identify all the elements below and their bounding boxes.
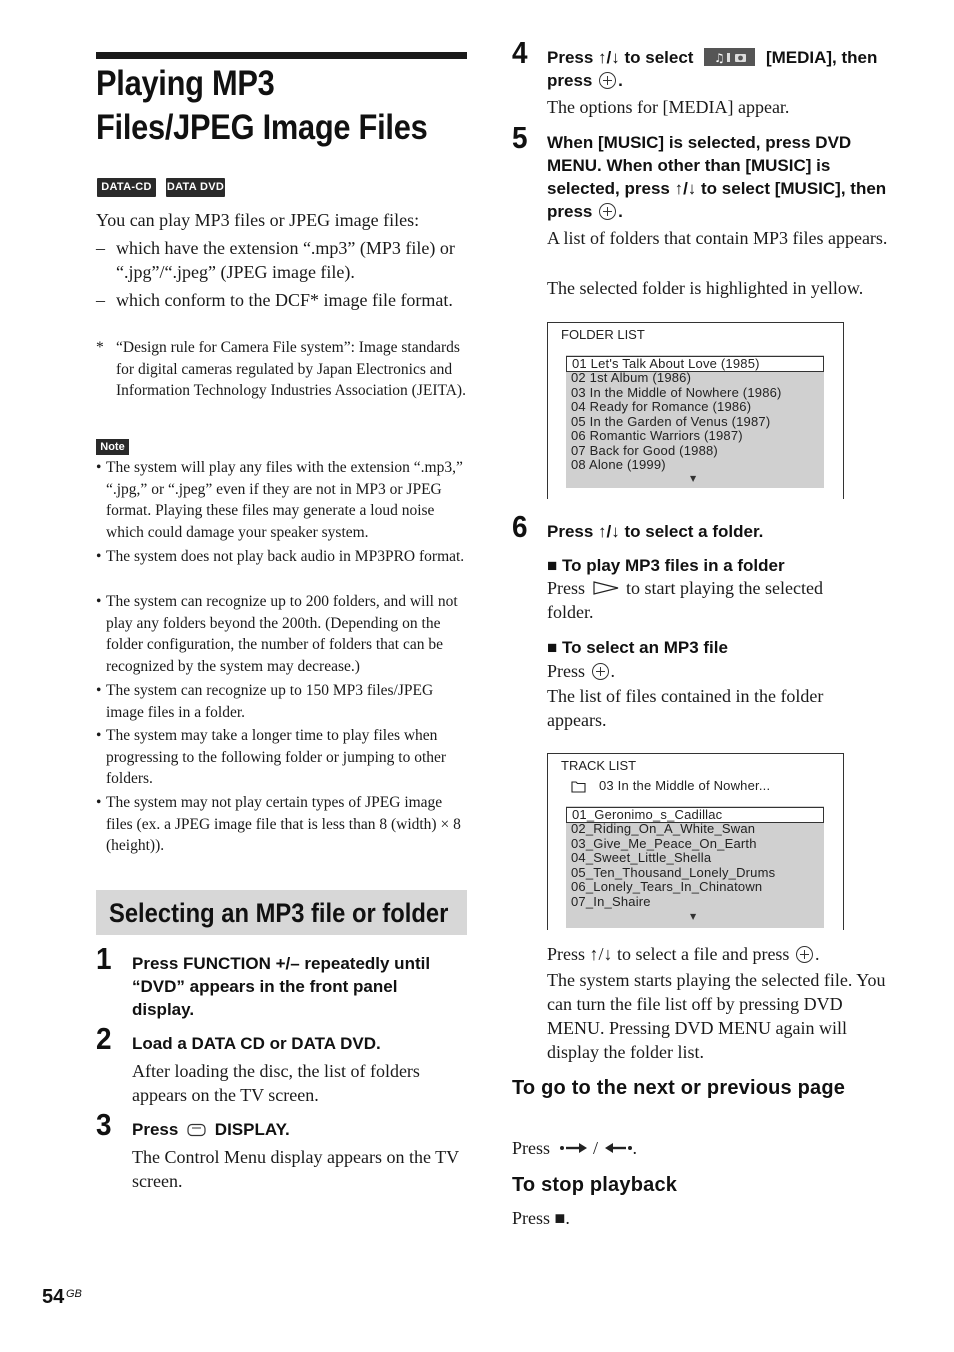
body-text: . [814, 944, 820, 964]
track-list-item[interactable]: 02_Riding_On_A_White_Swan [571, 821, 756, 836]
folder-list-item[interactable]: 03 In the Middle of Nowhere (1986) [571, 384, 782, 400]
folder-list-item[interactable]: 05 In the Garden of Venus (1987) [571, 413, 771, 429]
step-body: After loading the disc, the list of folders appears on the TV screen. [132, 1061, 420, 1105]
bullet: • [96, 727, 102, 744]
body-text: Press [547, 578, 586, 598]
track-list-item[interactable]: 05_Ten_Thousand_Lonely_Drums [571, 864, 776, 880]
track-list-item[interactable]: 03_Give_Me_Peace_On_Earth [571, 835, 757, 851]
next-page-body [512, 1136, 712, 1160]
bullet: • [96, 593, 102, 610]
folder-list-item[interactable]: 08 Alone (1999) [571, 457, 666, 472]
folder-list-screen [547, 322, 844, 499]
next-icon [559, 1142, 589, 1154]
page-number: 54 [42, 1286, 65, 1308]
previous-icon [603, 1142, 633, 1154]
subsection-heading: ■ To play MP3 files in a folder [547, 556, 785, 575]
page-suffix: GB [66, 1288, 82, 1300]
stop-body: Press ■. [512, 1208, 570, 1228]
enter-button-icon [599, 203, 616, 220]
track-list [566, 806, 824, 928]
step-heading-text: [MEDIA], [765, 48, 837, 67]
note-item-text: The system can recognize up to 150 MP3 files/JPEG image files in a folder. [106, 682, 434, 721]
enter-button-icon [796, 946, 813, 963]
step-heading-text: When [MUSIC] is selected, press DVD MENU. When other than [MUSIC] is selected, press ↑/↓ to select [MUSIC], [547, 133, 852, 198]
next-page-heading: To go to the next or previous page [512, 1077, 846, 1099]
track-list-item[interactable]: 07_In_Shaire [571, 893, 651, 909]
body-text: . [632, 1138, 638, 1158]
section-title: Selecting an MP3 file or folder [109, 898, 449, 928]
step-heading-text: then press [547, 179, 887, 221]
folder-list-title: FOLDER LIST [561, 327, 645, 342]
step-heading: Load a DATA CD or DATA DVD. [132, 1034, 381, 1053]
scroll-down-icon[interactable]: ▼ [690, 912, 697, 921]
dash-marker: – [96, 290, 105, 310]
body-text: . [610, 661, 616, 681]
track-list-item[interactable]: 04_Sweet_Little_Shella [571, 850, 712, 865]
folder-list-item[interactable]: 07 Back for Good (1988) [571, 442, 718, 458]
subsection-heading: ■ To select an MP3 file [547, 638, 728, 657]
step-number: 4 [512, 35, 528, 70]
svg-text:♫: ♫ [714, 51, 725, 65]
body-text: Press [547, 661, 586, 681]
body-text: Press ↑/↓ to select a file and press [547, 944, 790, 964]
step-number: 6 [512, 509, 528, 544]
intro-lead: You can play MP3 files or JPEG image files: [96, 210, 420, 230]
play-icon [593, 581, 619, 595]
step-heading-text: DISPLAY. [214, 1120, 290, 1139]
step-heading [547, 131, 887, 223]
step-heading: Press FUNCTION +/– repeatedly until “DVD” appears in the front panel display. [132, 954, 431, 1019]
step-heading-text: then press [547, 48, 878, 90]
track-list-item[interactable]: 06_Lonely_Tears_In_Chinatown [571, 879, 763, 894]
note-item-text: The system can recognize up to 200 folders, and will not play any folders beyond the 200th. (Depending on the folder configuration, the number of folders that can be recognized by the system may decrease.) [106, 593, 458, 675]
step-heading [132, 1118, 467, 1141]
data-cd-badge: DATA-CD [97, 178, 156, 197]
asterisk-marker: * [96, 339, 104, 356]
bullet: • [96, 459, 102, 476]
current-folder-name: 03 In the Middle of Nowher... [599, 778, 771, 793]
step-heading-text: Press ↑/↓ to select [547, 48, 694, 67]
note-item-text: The system may not play certain types of JPEG image files (ex. a JPEG image file that is less than 8 (width) × 8 (height)). [106, 794, 461, 854]
data-dvd-badge: DATA DVD [166, 178, 225, 197]
step-body: The options for [MEDIA] appear. [547, 97, 790, 117]
track-instructions [547, 942, 892, 966]
step-body: The Control Menu display appears on the TV screen. [132, 1147, 459, 1191]
step-heading [547, 46, 887, 92]
step-heading-text: Press [132, 1120, 179, 1139]
scroll-down-icon[interactable]: ▼ [690, 474, 697, 483]
footnote-text: “Design rule for Camera File system”: Image standards for digital cameras regulated by Japan Electronics and Information Technology Industries Association (JEITA). [116, 339, 466, 399]
enter-button-icon [599, 72, 616, 89]
enter-button-icon [592, 663, 609, 680]
bullet: • [96, 682, 102, 699]
track-list-screen [547, 753, 844, 930]
step-number: 3 [96, 1107, 112, 1142]
folder-icon [571, 780, 586, 793]
note-item-text: The system will play any files with the extension “.mp3,” “.jpg,” or “.jpeg” even if they are not in MP3 or JPEG format. Playing these files may generate a loud noise which could damage your speaker system. [106, 459, 463, 541]
intro-item-text: which conform to the DCF* image file format. [116, 290, 453, 310]
step-number: 5 [512, 120, 528, 155]
note-item-text: The system may take a longer time to play files when progressing to the following folder or jumping to other folders. [106, 727, 447, 787]
dash-marker: – [96, 238, 105, 258]
step-number: 1 [96, 941, 112, 976]
step-number: 2 [96, 1021, 112, 1056]
page-title: Playing MP3 Files/JPEG Image Files [96, 64, 428, 147]
track-list-title: TRACK LIST [561, 758, 637, 773]
bullet: • [96, 548, 102, 565]
subsection-body [547, 659, 887, 683]
subsection-body [547, 576, 867, 624]
body-text: Press [512, 1138, 551, 1158]
intro-item-text: which have the extension “.mp3” (MP3 file) or “.jpg”/“.jpeg” (JPEG image file). [116, 238, 455, 282]
folder-list [566, 355, 824, 488]
folder-list-item-selected[interactable]: 01 Let's Talk About Love (1985) [566, 356, 824, 372]
track-list-item-selected[interactable]: 01_Geronimo_s_Cadillac [566, 807, 824, 823]
stop-heading: To stop playback [512, 1174, 678, 1196]
body-text: to start playing the selected folder. [547, 578, 823, 622]
subsection-body: The list of files contained in the folder appears. [547, 686, 824, 730]
step-body: A list of folders that contain MP3 files appears. [547, 228, 888, 248]
folder-list-item[interactable]: 04 Ready for Romance (1986) [571, 399, 752, 414]
body-text: / [593, 1138, 599, 1158]
folder-list-item[interactable]: 06 Romantic Warriors (1987) [571, 428, 743, 443]
track-instructions-body: The system starts playing the selected file. You can turn the file list off by pressing DVD MENU. Pressing DVD MENU again will display the folder list. [547, 970, 886, 1062]
step-heading-text: . [618, 71, 623, 90]
step-heading: Press ↑/↓ to select a folder. [547, 522, 764, 541]
display-button-icon [187, 1123, 206, 1137]
folder-list-item[interactable]: 02 1st Album (1986) [571, 370, 692, 385]
step-body: The selected folder is highlighted in yellow. [547, 278, 864, 298]
note-label: Note [96, 439, 129, 455]
bullet: • [96, 794, 102, 811]
note-item-text: The system does not play back audio in MP3PRO format. [106, 548, 465, 565]
media-icon [704, 48, 755, 66]
step-heading-text: . [618, 202, 623, 221]
title-rule [96, 52, 467, 59]
